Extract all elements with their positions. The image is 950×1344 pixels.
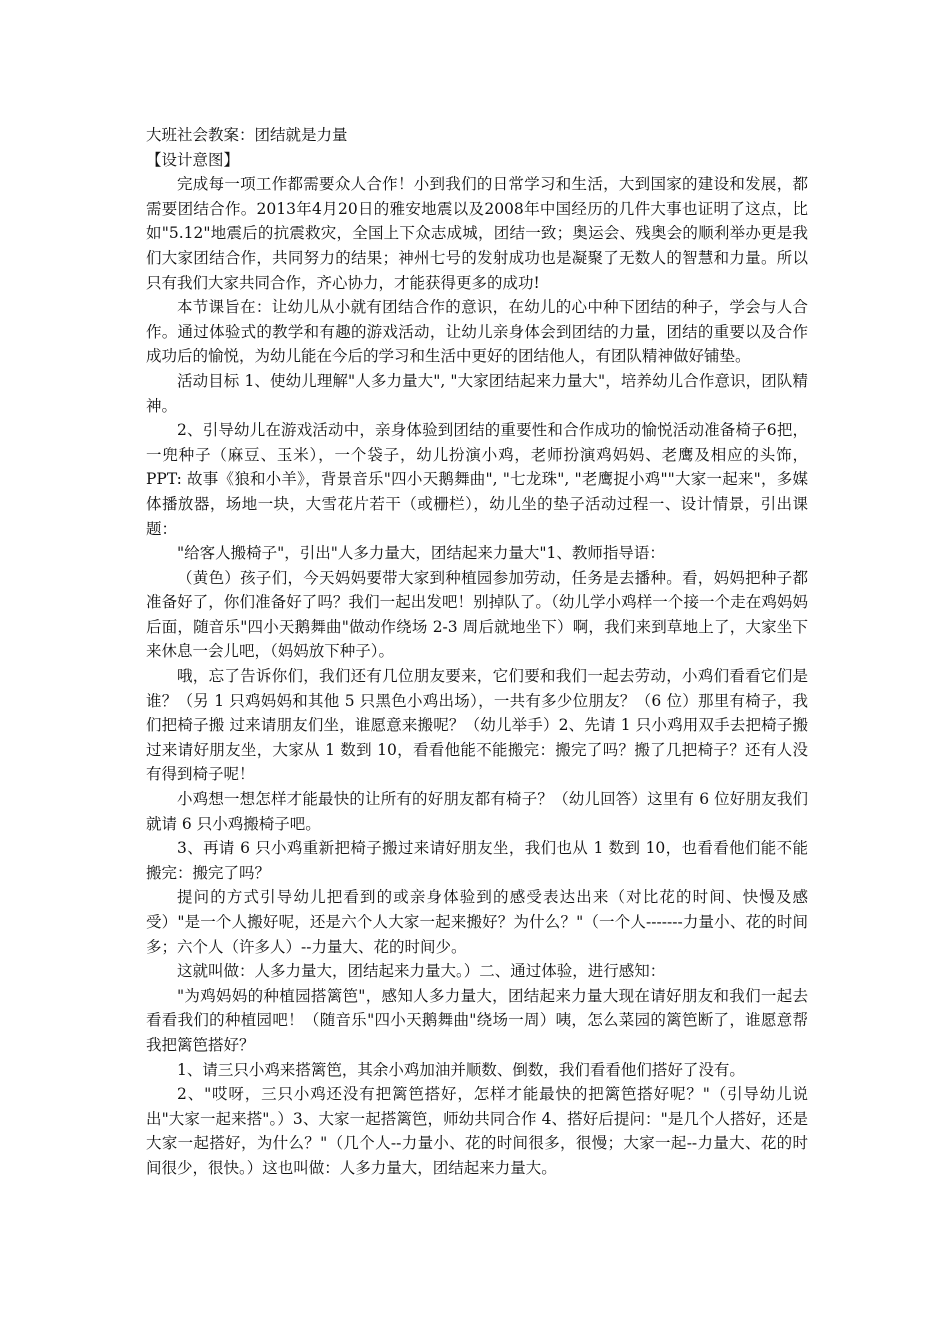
paragraph-goal-1: 活动目标 1、使幼儿理解"人多力量大", "大家团结起来力量大"，培养幼儿合作意识，团队精神。 [146,371,808,415]
paragraph-think: 小鸡想一想怎样才能最快的让所有的好朋友都有椅子？（幼儿回答）这里有 6 位好朋友我们就请 6 只小鸡搬椅子吧。 [146,790,808,833]
paragraph-conclusion-1: 这就叫做：人多力量大，团结起来力量大。）二、通过体验，进行感知： [177,962,666,981]
paragraph-step-intro: "给客人搬椅子"，引出"人多力量大，团结起来力量大"1、教师指导语： [177,544,665,563]
paragraph-teacher-guide: （黄色）孩子们，今天妈妈要带大家到种植园参加劳动，任务是去播种。看，妈妈把种子都准备好了，你们准备好了吗？我们一起出发吧！别掉队了。（幼儿学小鸡样一个接一个走在鸡妈妈后面，随音乐"四小天鹅舞曲"做动作绕场 2-3 周后就地坐下）啊，我们来到草地上了，大家坐下来休息一会儿吧，（妈妈放下种子）。 [146,568,808,661]
document-body [146,123,808,1181]
paragraph-purpose: 本节课旨在：让幼儿从小就有团结合作的意识，在幼儿的心中种下团结的种子，学会与人合作。通过体验式的教学和有趣的游戏活动，让幼儿亲身体会到团结的力量，团结的重要以及合作成功后的愉悦，为幼儿能在今后的学习和生活中更好的团结他人，有团队精神做好铺垫。 [146,298,808,366]
section-heading: 【设计意图】 [146,150,240,169]
paragraph-fence-step-2: 2、"哎呀，三只小鸡还没有把篱笆搭好，怎样才能最快的把篱笆搭好呢？"（引导幼儿说出"大家一起来搭"。）3、大家一起搭篱笆，师幼共同合作 4、搭好后提问："是几个人搭好，还是大家一起搭好，为什么？"（几个人--力量小、花的时间很多，很慢；大家一起--力量大、花的时间很少，很快。）这也叫做：人多力量大，团结起来力量大。 [146,1085,808,1177]
paragraph-questions: 提问的方式引导幼儿把看到的或亲身体验到的感受表达出来（对比花的时间、快慢及感受）"是一个人搬好呢，还是六个人大家一起来搬好？为什么？"（一个人-------力量小、花的时间多；六个人（许多人）--力量大、花的时间少。 [146,888,808,956]
paragraph-fence: "为鸡妈妈的种植园搭篱笆"，感知人多力量大，团结起来力量大现在请好朋友和我们一起去看看我们的种植园吧！（随音乐"四小天鹅舞曲"绕场一周）咦，怎么菜园的篱笆断了，谁愿意帮我把篱笆搭好？ [146,986,808,1054]
paragraph-friends-chairs: 哦，忘了告诉你们，我们还有几位朋友要来，它们要和我们一起去劳动，小鸡们看看它们是谁？（另 1 只鸡妈妈和其他 5 只黑色小鸡出场），一共有多少位朋友？（6 位）那里有椅子，我们把椅子搬 过来请朋友们坐，谁愿意来搬呢？（幼儿举手）2、先请 1 只小鸡用双手去把椅子搬过来请好朋友坐，大家从 1 数到 10，看看他能不能搬完：搬完了吗？搬了几把椅子？还有人没有得到椅子呢！ [146,667,808,784]
paragraph-intro: 完成每一项工作都需要众人合作！小到我们的日常学习和生活，大到国家的建设和发展，都需要团结合作。2013年4月20日的雅安地震以及2008年中国经历的几件大事也证明了这点，比如"5.12"地震后的抗震救灾，全国上下众志成城，团结一致；奥运会、残奥会的顺利举办更是我们大家团结合作，共同努力的结果；神州七号的发射成功也是凝聚了无数人的智慧和力量。所以只有我们大家共同合作，齐心协力，才能获得更多的成功! [146,175,808,292]
paragraph-fence-step-1: 1、请三只小鸡来搭篱笆，其余小鸡加油并顺数、倒数，我们看看他们搭好了没有。 [177,1060,745,1079]
page-title: 大班社会教案：团结就是力量 [146,126,348,144]
paragraph-goal-2-preparation: 2、引导幼儿在游戏活动中，亲身体验到团结的重要性和合作成功的愉悦活动准备椅子6把，一兜种子（麻豆、玉米），一个袋子，幼儿扮演小鸡，老师扮演鸡妈妈、老鹰及相应的头饰，PPT: 故事《狼和小羊》，背景音乐"四小天鹅舞曲", "七龙珠", "老鹰捉小鸡""大家一起来"，多媒体播放器，场地一块，大雪花片若干（或栅栏），幼儿坐的垫子活动过程一、设计情景，引出课题： [146,421,808,538]
paragraph-six-chicks: 3、再请 6 只小鸡重新把椅子搬过来请好朋友坐，我们也从 1 数到 10，也看看他们能不能搬完：搬完了吗？ [146,839,808,882]
